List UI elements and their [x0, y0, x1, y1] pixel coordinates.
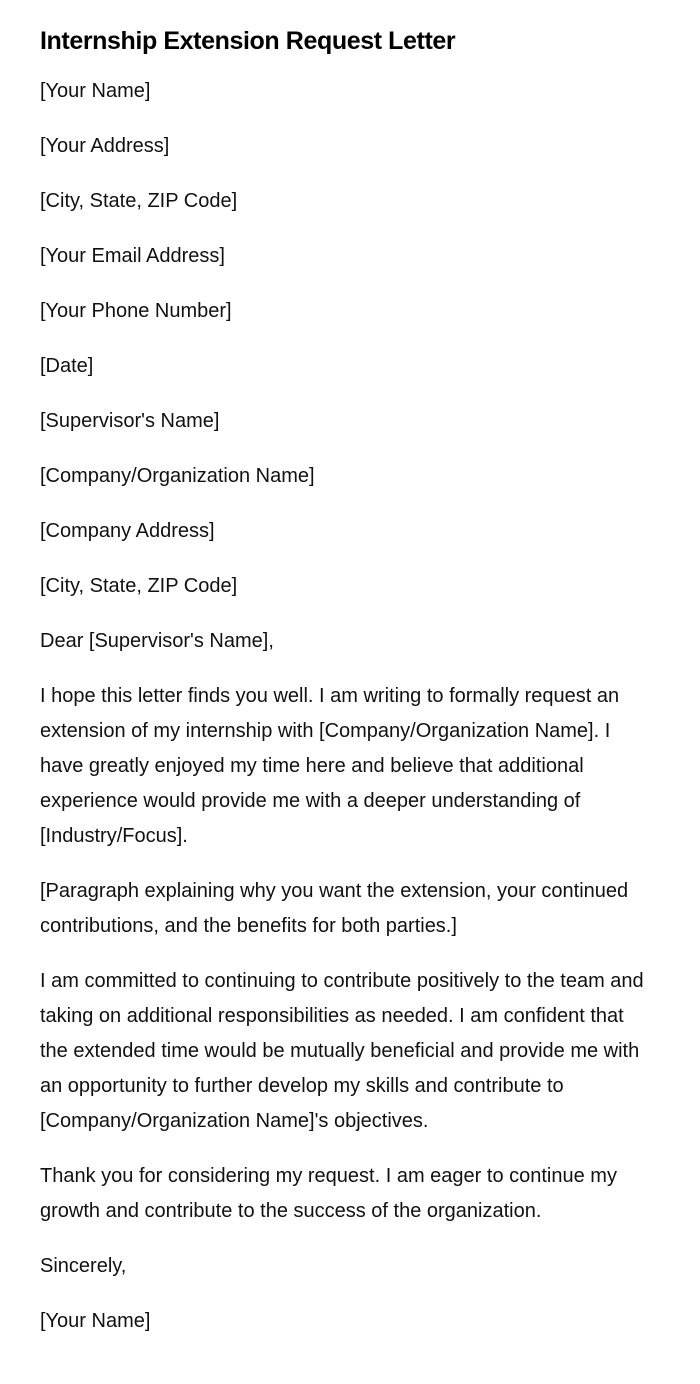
sender-name: [Your Name]: [40, 80, 151, 102]
letter-header: [40, 74, 650, 659]
body-paragraph-commitment: I am committed to continuing to contribute positively to the team and taking on additional responsibilities as needed. I am confident that the extended time would be mutually beneficial and provide me with an opportunity to further develop my skills and contribute to [Company/Organization Name]'s objectives.: [40, 970, 644, 1132]
sender-address: [Your Address]: [40, 135, 170, 157]
letter-body: [40, 679, 650, 1229]
recipient-address: [Company Address]: [40, 520, 215, 542]
sender-city-state-zip: [City, State, ZIP Code]: [40, 190, 238, 212]
body-paragraph-thanks: Thank you for considering my request. I am eager to continue my growth and contribute to the success of the organization.: [40, 1165, 617, 1222]
recipient-city-state-zip: [City, State, ZIP Code]: [40, 575, 238, 597]
document-title: Internship Extension Request Letter: [40, 27, 456, 55]
recipient-organization: [Company/Organization Name]: [40, 465, 315, 487]
sender-phone: [Your Phone Number]: [40, 300, 232, 322]
closing: Sincerely,: [40, 1255, 127, 1277]
recipient-name: [Supervisor's Name]: [40, 410, 220, 432]
signature-name: [Your Name]: [40, 1310, 151, 1332]
body-paragraph-placeholder: [Paragraph explaining why you want the extension, your continued contributions, and the benefits for both parties.]: [40, 880, 629, 937]
body-paragraph-intro: I hope this letter finds you well. I am writing to formally request an extension of my internship with [Company/Organization Name]. I have greatly enjoyed my time here and believe that additional experience would provide me with a deeper understanding of [Industry/Focus].: [40, 685, 620, 847]
letter-document: [40, 0, 650, 1339]
letter-date: [Date]: [40, 355, 94, 377]
salutation: Dear [Supervisor's Name],: [40, 630, 274, 652]
sender-email: [Your Email Address]: [40, 245, 225, 267]
